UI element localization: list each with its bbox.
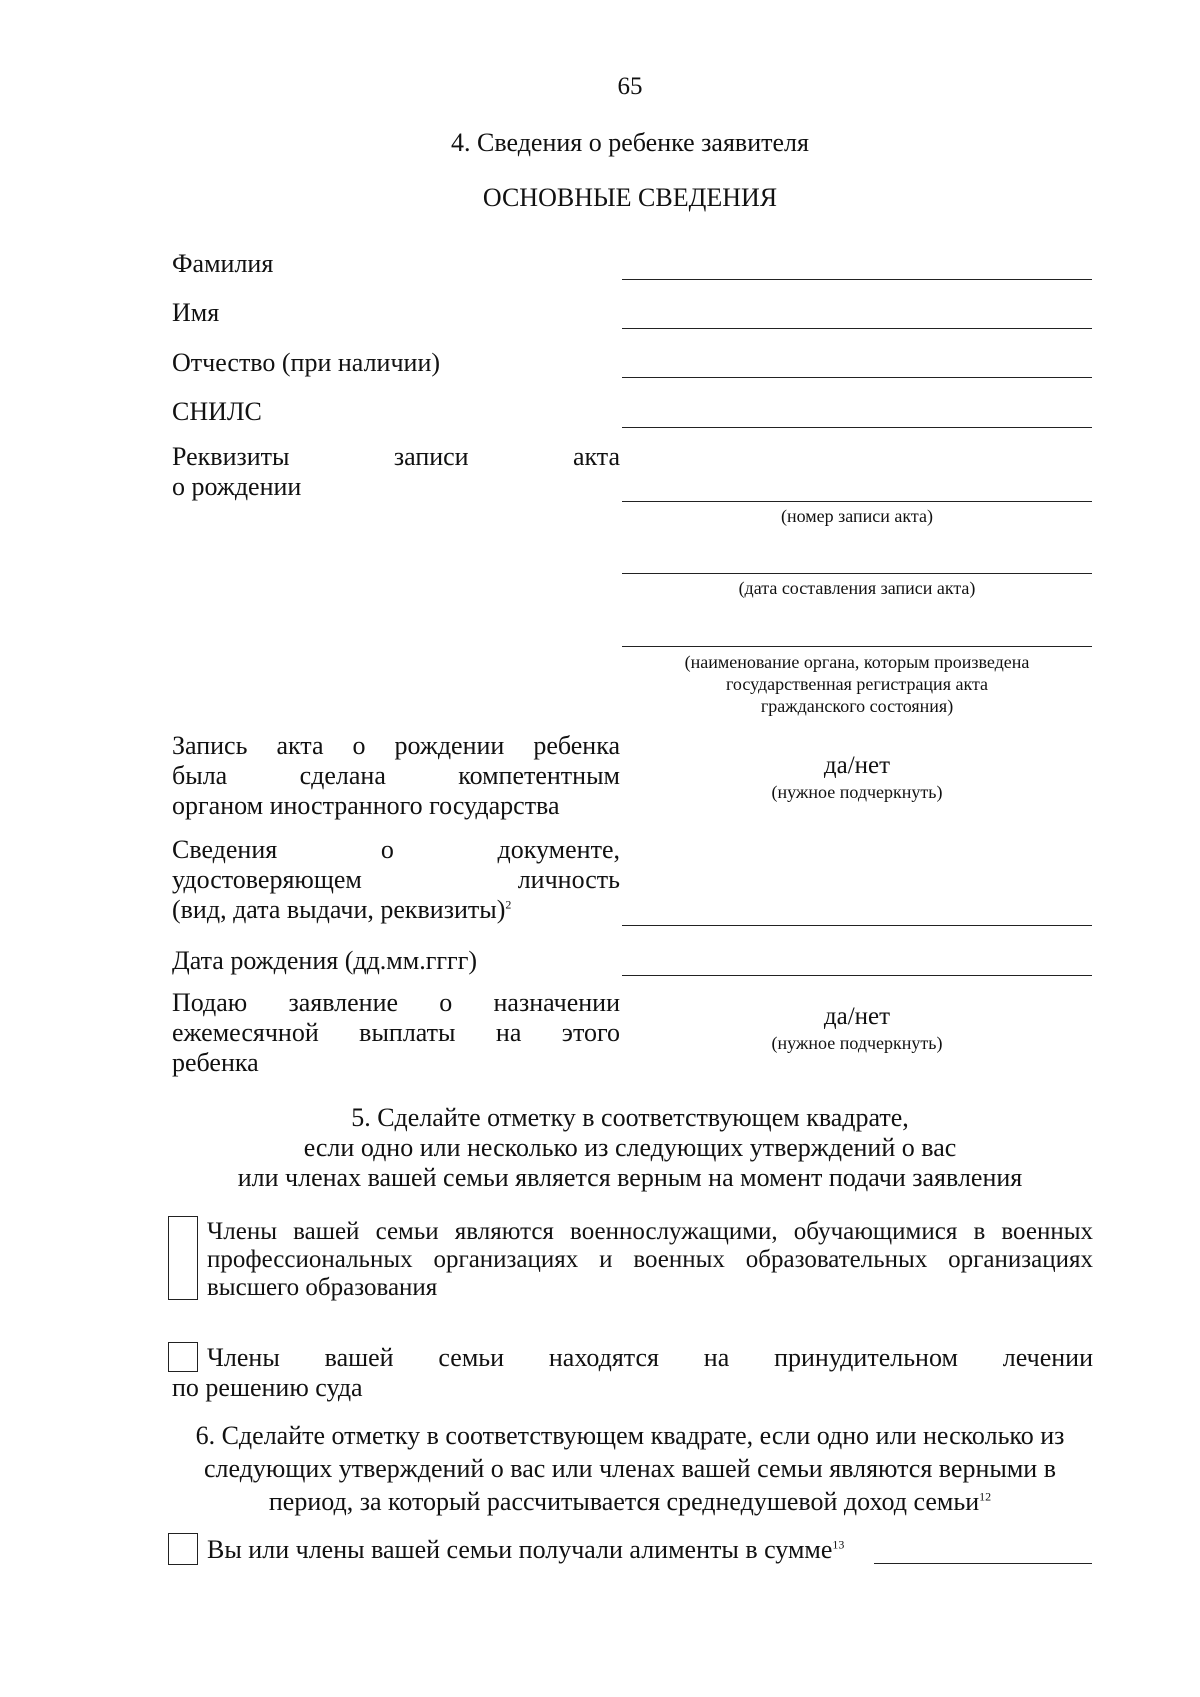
record-date-field[interactable]	[622, 573, 1092, 574]
section-6-heading-line1: 6. Сделайте отметку в соответствующем квадрате, если одно или несколько из	[195, 1421, 1065, 1450]
footnote-13: 13	[832, 1537, 845, 1552]
military-option-text: Члены вашей семьи являются военнослужащими, обучающимися в военных профессиональных организациях и военных образовательных организациях высшего образования	[207, 1218, 1093, 1301]
identity-doc-label-line3: (вид, дата выдачи, реквизиты)$^2$	[172, 895, 512, 924]
section-5-heading-line2: если одно или несколько из следующих утверждений о вас	[303, 1133, 957, 1162]
section-6-heading-line2: следующих утверждений о вас или членах вашей семьи являются верными в	[203, 1454, 1056, 1483]
forced-treatment-text-line2: по решению суда	[172, 1373, 363, 1402]
footnote-12: 12	[979, 1489, 992, 1504]
apply-label-line1: Подаю заявление о назначении	[172, 988, 620, 1017]
record-date-caption: (дата составления записи акта)	[738, 578, 976, 598]
name-field[interactable]	[622, 328, 1092, 329]
patronymic-field[interactable]	[622, 377, 1092, 378]
alimony-option-text: Вы или члены вашей семьи получали алименты в сумме$^{13}$	[207, 1535, 845, 1564]
foreign-record-label-line1: Запись акта о рождении ребенка	[172, 731, 620, 760]
apply-label-line3: ребенка	[172, 1048, 259, 1077]
forced-treatment-text-line1: Члены вашей семьи находятся на принудительном лечении	[207, 1343, 1093, 1372]
foreign-record-yes-no[interactable]: да/нет	[823, 752, 891, 779]
registration-authority-field[interactable]	[622, 646, 1092, 647]
identity-doc-label-line1: Сведения о документе,	[172, 835, 620, 864]
snils-field[interactable]	[622, 427, 1092, 428]
section-5-heading-line1: 5. Сделайте отметку в соответствующем квадрате,	[351, 1103, 909, 1132]
record-number-field[interactable]	[622, 501, 1092, 502]
patronymic-label: Отчество (при наличии)	[172, 348, 441, 377]
identity-doc-field[interactable]	[622, 925, 1092, 926]
apply-hint: (нужное подчеркнуть)	[771, 1033, 943, 1053]
record-number-caption: (номер записи акта)	[781, 506, 933, 526]
birth-date-field[interactable]	[622, 975, 1092, 976]
apply-label-line2: ежемесячной выплаты на этого	[172, 1018, 620, 1047]
alimony-checkbox[interactable]	[168, 1533, 198, 1565]
section-4-title: 4. Сведения о ребенке заявителя	[451, 128, 809, 157]
registration-authority-caption-3: гражданского состояния)	[760, 696, 954, 716]
surname-label: Фамилия	[172, 249, 274, 278]
registration-authority-caption-2: государственная регистрация акта	[725, 674, 989, 694]
snils-label: СНИЛС	[172, 397, 262, 426]
footnote-2: 2	[505, 897, 512, 912]
foreign-record-label-line3: органом иностранного государства	[172, 791, 560, 820]
birth-record-label-line1: Реквизиты записи акта	[172, 442, 620, 471]
alimony-amount-field[interactable]	[874, 1563, 1092, 1564]
foreign-record-label-line2: была сделана компетентным	[172, 761, 620, 790]
registration-authority-caption-1: (наименование органа, которым произведена	[684, 652, 1030, 672]
section-4-subtitle: ОСНОВНЫЕ СВЕДЕНИЯ	[482, 183, 778, 212]
forced-treatment-checkbox[interactable]	[168, 1342, 198, 1372]
name-label: Имя	[172, 298, 220, 327]
section-5-heading-line3: или членах вашей семьи является верным на момент подачи заявления	[237, 1163, 1023, 1192]
page-number: 65	[617, 73, 643, 100]
surname-field[interactable]	[622, 279, 1092, 280]
military-checkbox[interactable]	[168, 1216, 198, 1300]
birth-date-label: Дата рождения (дд.мм.гггг)	[172, 946, 478, 975]
foreign-record-hint: (нужное подчеркнуть)	[771, 782, 943, 802]
section-6-heading-line3: период, за который рассчитывается среднедушевой доход семьи$^{12}$	[268, 1487, 992, 1516]
apply-yes-no[interactable]: да/нет	[823, 1003, 891, 1030]
birth-record-label-line2: о рождении	[172, 472, 302, 501]
identity-doc-label-line2: удостоверяющем личность	[172, 865, 620, 894]
